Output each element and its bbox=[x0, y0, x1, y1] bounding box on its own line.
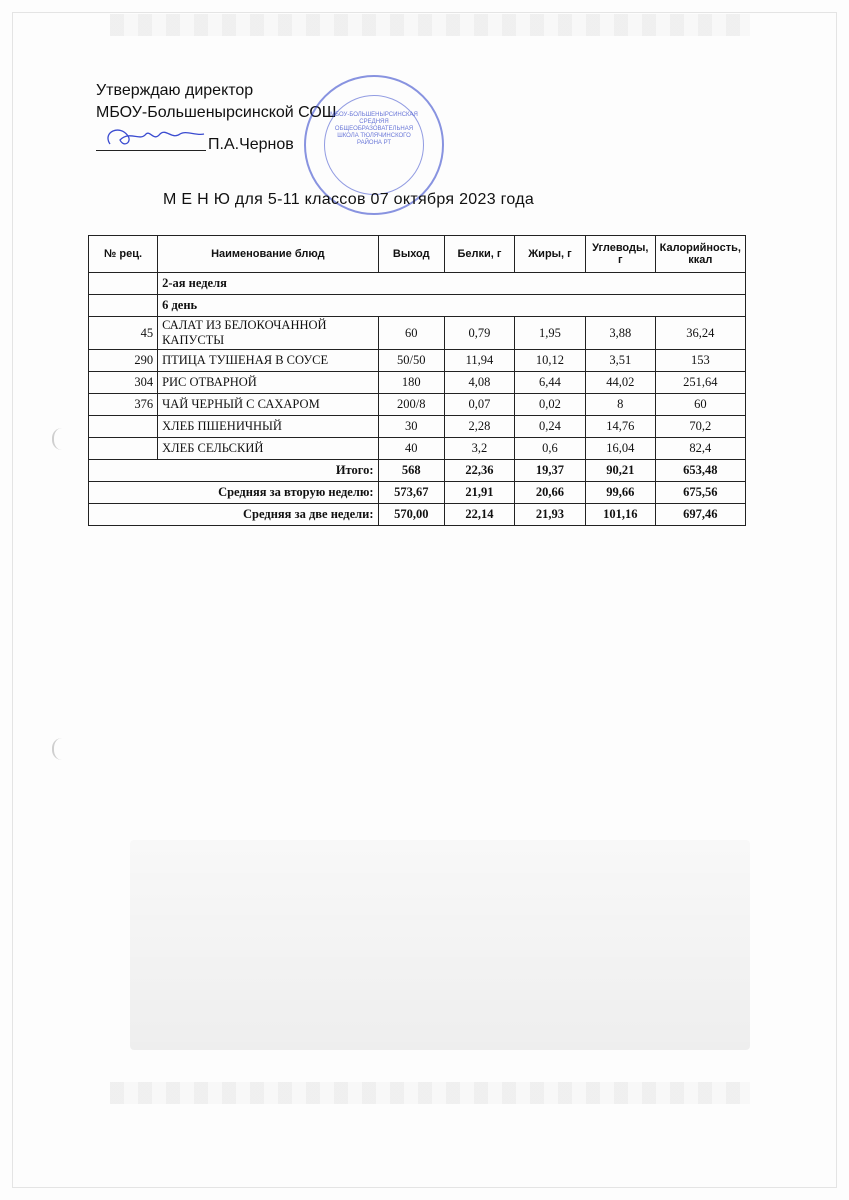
two-week-average-kcal: 697,46 bbox=[655, 504, 745, 526]
protein-cell: 2,28 bbox=[444, 416, 514, 438]
col-header-protein: Белки, г bbox=[444, 236, 514, 273]
carbs-cell: 16,04 bbox=[585, 438, 655, 460]
bleed-through-text-area bbox=[130, 840, 750, 1050]
fat-cell: 0,02 bbox=[515, 394, 586, 416]
kcal-cell: 82,4 bbox=[655, 438, 745, 460]
rec-cell bbox=[89, 416, 158, 438]
total-row bbox=[89, 460, 746, 482]
protein-cell: 11,94 bbox=[444, 350, 514, 372]
rec-cell bbox=[89, 438, 158, 460]
carbs-cell: 3,51 bbox=[585, 350, 655, 372]
protein-cell: 4,08 bbox=[444, 372, 514, 394]
col-header-name: Наименование блюд bbox=[158, 236, 378, 273]
two-week-average-row bbox=[89, 504, 746, 526]
total-label: Итого: bbox=[89, 460, 379, 482]
kcal-cell: 70,2 bbox=[655, 416, 745, 438]
signature-image bbox=[100, 122, 210, 152]
menu-table bbox=[88, 235, 746, 526]
col-header-kcal: Калорийность, ккал bbox=[655, 236, 745, 273]
col-header-rec: № рец. bbox=[89, 236, 158, 273]
week-average-fat: 20,66 bbox=[515, 482, 586, 504]
two-week-average-yield: 570,00 bbox=[378, 504, 444, 526]
yield-cell: 30 bbox=[378, 416, 444, 438]
table-row bbox=[89, 438, 746, 460]
table-header-row bbox=[89, 236, 746, 273]
day-row bbox=[89, 295, 746, 317]
col-header-yield: Выход bbox=[378, 236, 444, 273]
punch-hole-mark bbox=[52, 428, 68, 450]
fat-cell: 6,44 bbox=[515, 372, 586, 394]
protein-cell: 0,07 bbox=[444, 394, 514, 416]
yield-cell: 180 bbox=[378, 372, 444, 394]
fat-cell: 10,12 bbox=[515, 350, 586, 372]
yield-cell: 200/8 bbox=[378, 394, 444, 416]
dish-cell: ЧАЙ ЧЕРНЫЙ С САХАРОМ bbox=[158, 394, 378, 416]
kcal-cell: 251,64 bbox=[655, 372, 745, 394]
dish-cell: РИС ОТВАРНОЙ bbox=[158, 372, 378, 394]
table-row bbox=[89, 372, 746, 394]
table-row bbox=[89, 350, 746, 372]
protein-cell: 3,2 bbox=[444, 438, 514, 460]
dish-cell: ХЛЕБ ПШЕНИЧНЫЙ bbox=[158, 416, 378, 438]
rec-cell: 376 bbox=[89, 394, 158, 416]
week-average-carbs: 99,66 bbox=[585, 482, 655, 504]
approve-line: Утверждаю директор bbox=[96, 82, 254, 99]
dish-cell: САЛАТ ИЗ БЕЛОКОЧАННОЙ КАПУСТЫ bbox=[158, 317, 378, 350]
carbs-cell: 14,76 bbox=[585, 416, 655, 438]
day-label: 6 день bbox=[158, 295, 746, 317]
col-header-fat: Жиры, г bbox=[515, 236, 586, 273]
rec-cell: 304 bbox=[89, 372, 158, 394]
page-title: М Е Н Ю для 5-11 классов 07 октября 2023 года bbox=[163, 191, 535, 208]
carbs-cell: 8 bbox=[585, 394, 655, 416]
kcal-cell: 36,24 bbox=[655, 317, 745, 350]
carbs-cell: 3,88 bbox=[585, 317, 655, 350]
total-fat: 19,37 bbox=[515, 460, 586, 482]
fat-cell: 0,6 bbox=[515, 438, 586, 460]
two-week-average-fat: 21,93 bbox=[515, 504, 586, 526]
signature-line bbox=[96, 150, 206, 151]
two-week-average-protein: 22,14 bbox=[444, 504, 514, 526]
table-row bbox=[89, 317, 746, 350]
yield-cell: 60 bbox=[378, 317, 444, 350]
yield-cell: 40 bbox=[378, 438, 444, 460]
week-average-label: Средняя за вторую неделю: bbox=[89, 482, 379, 504]
week-average-yield: 573,67 bbox=[378, 482, 444, 504]
two-week-average-carbs: 101,16 bbox=[585, 504, 655, 526]
stamp-text: МБОУ-БОЛЬШЕНЫРСИНСКАЯ СРЕДНЯЯ ОБЩЕОБРАЗОВАТЕЛЬНАЯ ШКОЛА ТЮЛЯЧИНСКОГО РАЙОНА РТ bbox=[330, 112, 418, 146]
week-average-protein: 21,91 bbox=[444, 482, 514, 504]
bleed-through-border-top bbox=[110, 14, 750, 36]
fat-cell: 1,95 bbox=[515, 317, 586, 350]
total-kcal: 653,48 bbox=[655, 460, 745, 482]
fat-cell: 0,24 bbox=[515, 416, 586, 438]
school-name: МБОУ-Большенырсинской СОШ bbox=[96, 104, 337, 121]
total-carbs: 90,21 bbox=[585, 460, 655, 482]
protein-cell: 0,79 bbox=[444, 317, 514, 350]
director-name: П.А.Чернов bbox=[208, 136, 294, 153]
carbs-cell: 44,02 bbox=[585, 372, 655, 394]
table-row bbox=[89, 416, 746, 438]
total-protein: 22,36 bbox=[444, 460, 514, 482]
dish-cell: ХЛЕБ СЕЛЬСКИЙ bbox=[158, 438, 378, 460]
kcal-cell: 153 bbox=[655, 350, 745, 372]
week-row bbox=[89, 273, 746, 295]
week-average-kcal: 675,56 bbox=[655, 482, 745, 504]
total-yield: 568 bbox=[378, 460, 444, 482]
two-week-average-label: Средняя за две недели: bbox=[89, 504, 379, 526]
rec-cell: 290 bbox=[89, 350, 158, 372]
table-row bbox=[89, 394, 746, 416]
week-average-row bbox=[89, 482, 746, 504]
col-header-carbs: Углеводы, г bbox=[585, 236, 655, 273]
yield-cell: 50/50 bbox=[378, 350, 444, 372]
dish-cell: ПТИЦА ТУШЕНАЯ В СОУСЕ bbox=[158, 350, 378, 372]
rec-cell: 45 bbox=[89, 317, 158, 350]
punch-hole-mark bbox=[52, 738, 68, 760]
kcal-cell: 60 bbox=[655, 394, 745, 416]
bleed-through-border-bottom bbox=[110, 1082, 750, 1104]
week-label: 2-ая неделя bbox=[158, 273, 746, 295]
